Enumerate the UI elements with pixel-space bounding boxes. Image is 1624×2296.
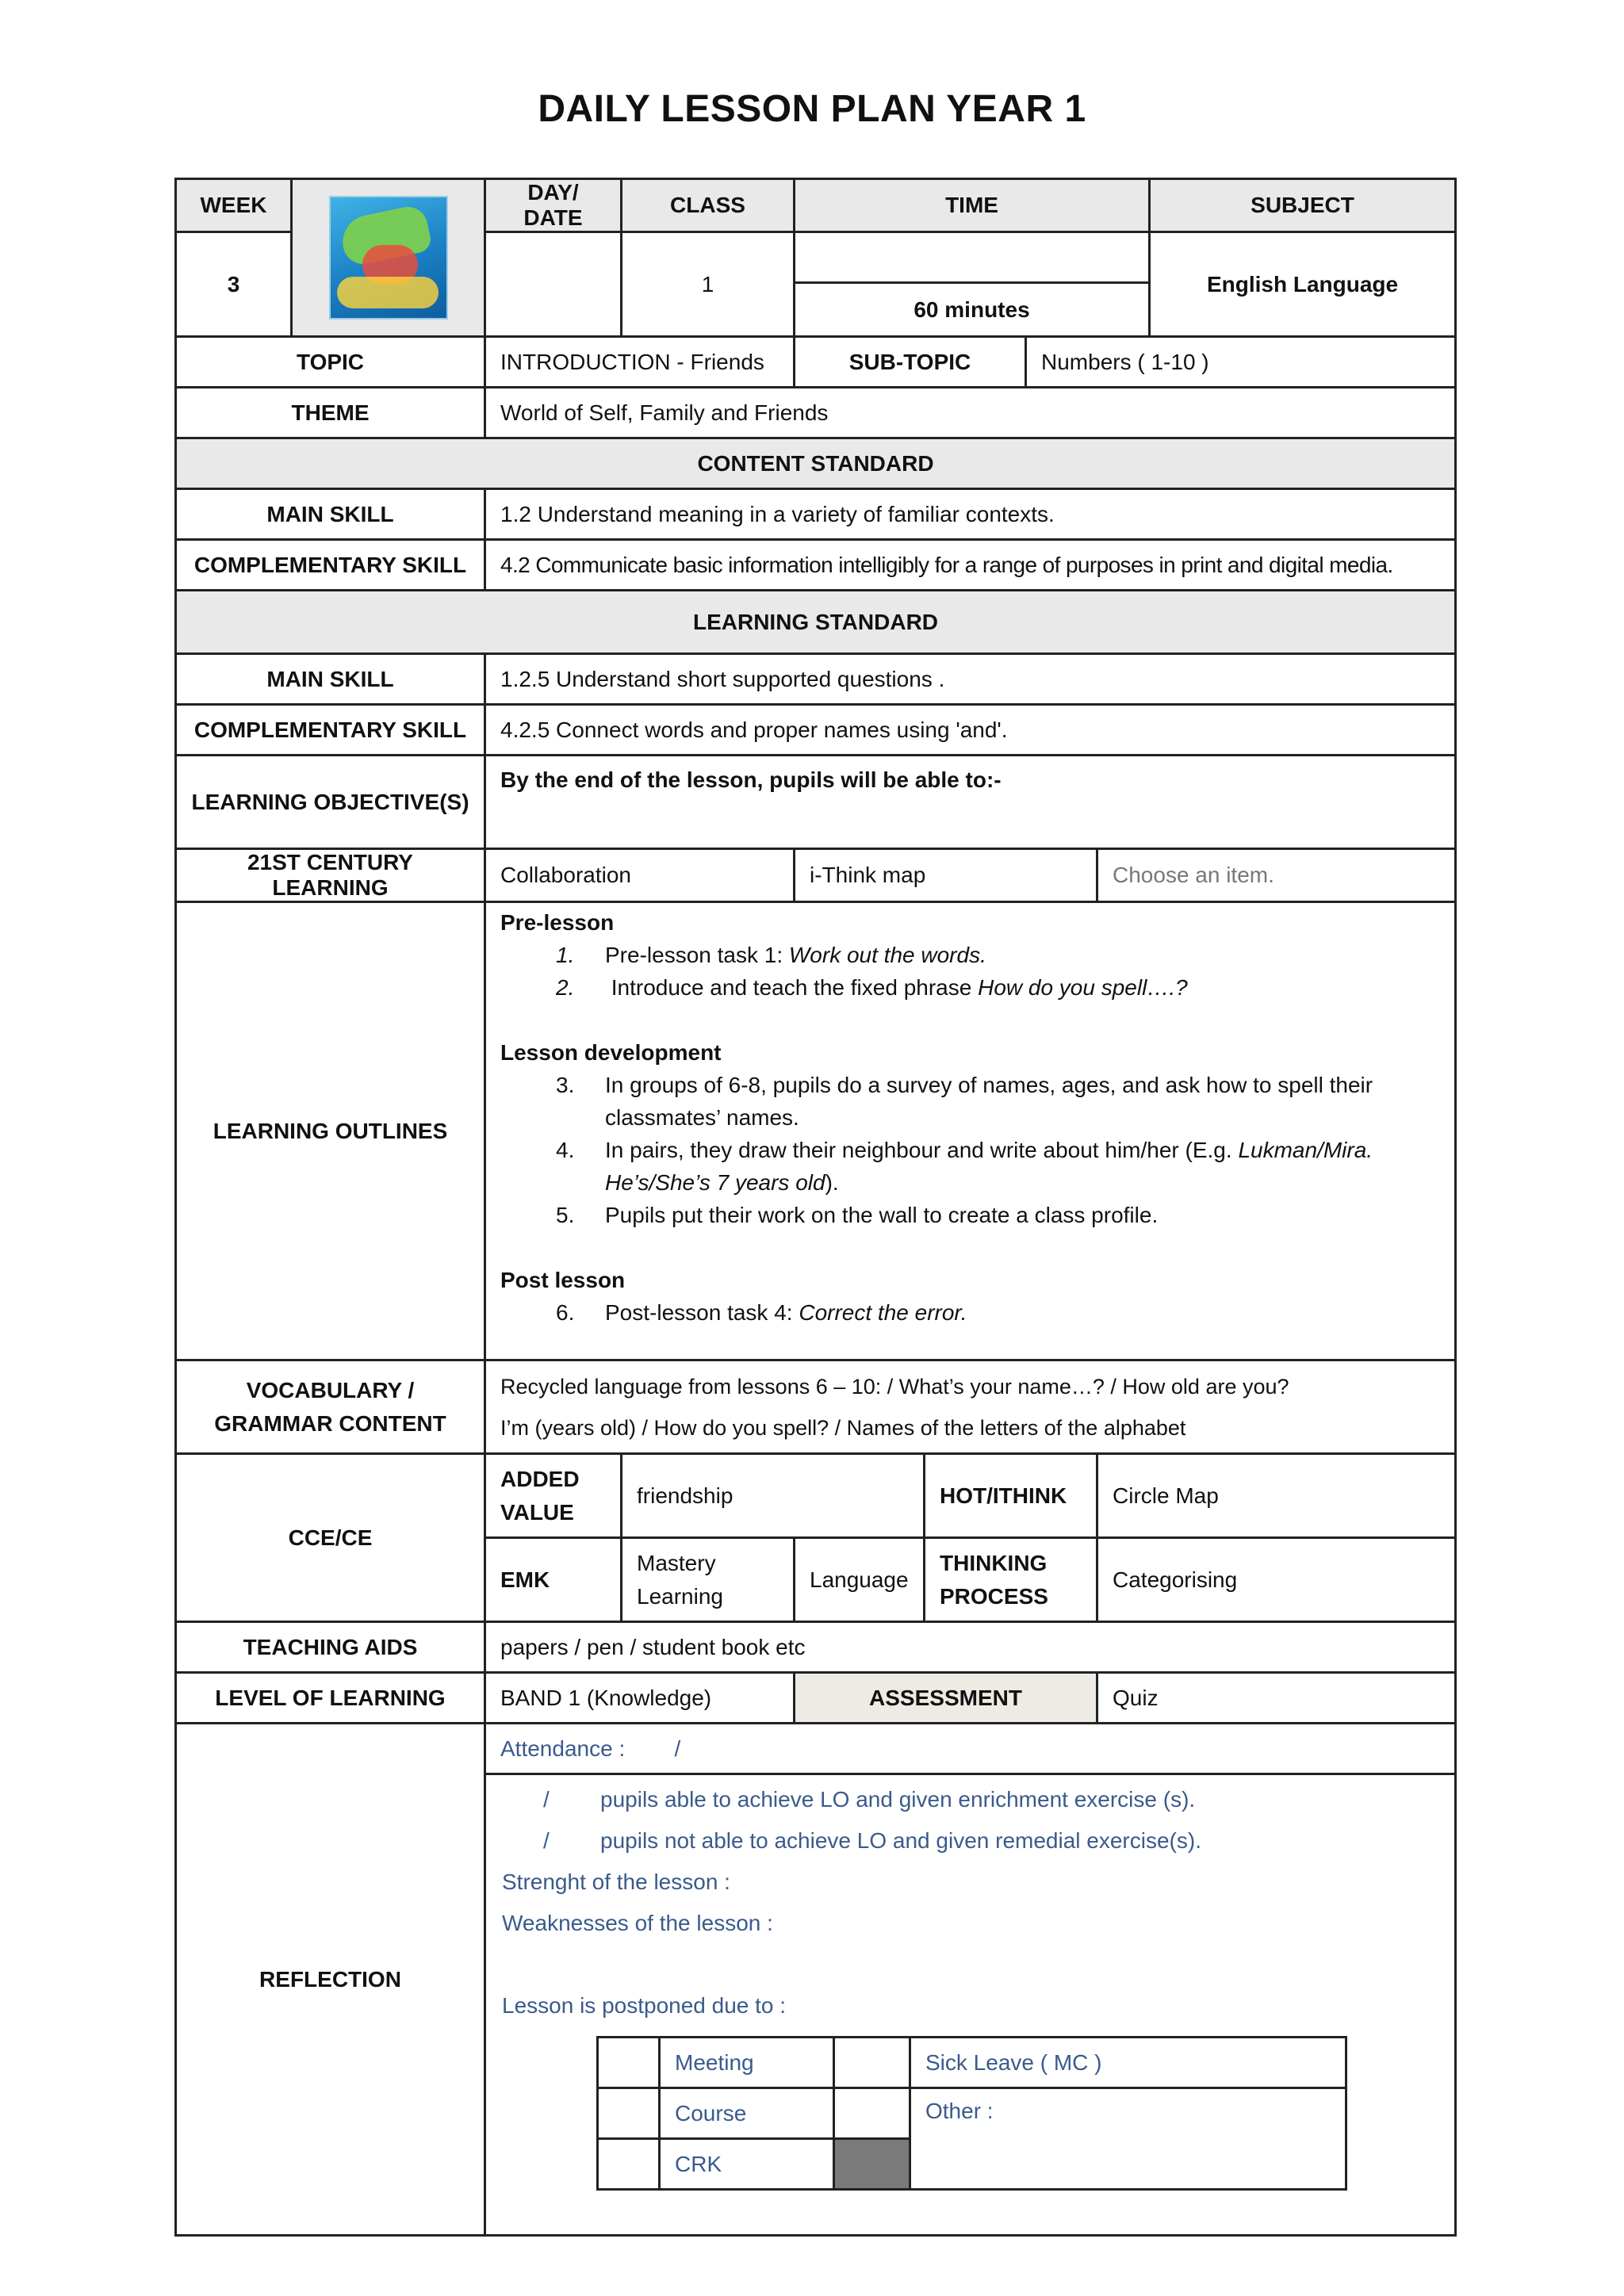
step-italic: Correct the error.: [799, 1300, 967, 1325]
subtopic-value[interactable]: Numbers ( 1-10 ): [1026, 337, 1456, 388]
thinking-process-label: [925, 1538, 1097, 1622]
century-choose-item[interactable]: Choose an item.: [1097, 849, 1456, 902]
meeting-checkbox[interactable]: [598, 2038, 660, 2088]
emk-value-2[interactable]: Language: [795, 1538, 925, 1622]
emk-label: EMK: [485, 1538, 622, 1622]
ls-main-skill-value[interactable]: 1.2.5 Understand short supported questions .: [485, 654, 1456, 705]
week-value[interactable]: 3: [176, 232, 292, 337]
century-label: 21ST CENTURY LEARNING: [176, 849, 485, 902]
logo-cell: [292, 179, 485, 337]
emk-value-1-line1: Mastery: [637, 1550, 716, 1575]
date-value[interactable]: [485, 232, 622, 337]
step-text: Introduce and teach the fixed phrase: [605, 975, 979, 1000]
topic-label: TOPIC: [176, 337, 485, 388]
other-checkbox[interactable]: [834, 2088, 910, 2139]
outline-step: [500, 1134, 1440, 1199]
other-option[interactable]: Other :: [910, 2088, 1346, 2190]
course-checkbox[interactable]: [598, 2088, 660, 2139]
theme-value[interactable]: World of Self, Family and Friends: [485, 388, 1456, 438]
page-title: DAILY LESSON PLAN YEAR 1: [538, 88, 1086, 130]
lesson-development-heading: Lesson development: [500, 1040, 722, 1065]
added-value-label-line1: ADDED: [500, 1466, 580, 1491]
class-label: CLASS: [622, 179, 795, 232]
step-italic: Work out the words.: [788, 943, 986, 967]
theme-label: THEME: [176, 388, 485, 438]
enrichment-slash: /: [543, 1787, 550, 1812]
remedial-line[interactable]: pupils not able to achieve LO and given remedial exercise(s).: [600, 1828, 1201, 1853]
subject-label: SUBJECT: [1150, 179, 1456, 232]
reflection-label: REFLECTION: [176, 1724, 485, 2236]
emk-value-1-line2: Learning: [637, 1583, 723, 1609]
cce-label: CCE/CE: [176, 1454, 485, 1622]
step-italic: Lukman/Mira. He’s/She’s 7 years old: [605, 1138, 1373, 1195]
assessment-label: ASSESSMENT: [795, 1673, 1097, 1724]
lesson-plan-table: [174, 178, 1457, 2237]
added-value[interactable]: friendship: [622, 1454, 925, 1538]
cs-main-skill-value[interactable]: 1.2 Understand meaning in a variety of familiar contexts.: [485, 489, 1456, 540]
attendance-field[interactable]: Attendance : /: [485, 1724, 1456, 1774]
weakness-line[interactable]: Weaknesses of the lesson :: [502, 1911, 773, 1935]
hot-ithink-label: HOT/ITHINK: [925, 1454, 1097, 1538]
cs-main-skill-label: MAIN SKILL: [176, 489, 485, 540]
time-value[interactable]: [795, 232, 1150, 283]
outlines-content[interactable]: [485, 902, 1456, 1360]
emk-value-1[interactable]: [622, 1538, 795, 1622]
class-value[interactable]: 1: [622, 232, 795, 337]
step-italic: How do you spell….?: [978, 975, 1188, 1000]
step-text: Pupils put their work on the wall to create a class profile.: [605, 1203, 1159, 1227]
subject-value[interactable]: English Language: [1150, 232, 1456, 337]
topic-value[interactable]: INTRODUCTION - Friends: [485, 337, 795, 388]
level-value[interactable]: BAND 1 (Knowledge): [485, 1673, 795, 1724]
added-value-label: [485, 1454, 622, 1538]
outline-step: [500, 1069, 1440, 1134]
ls-complementary-skill-value[interactable]: 4.2.5 Connect words and proper names using 'and'.: [485, 705, 1456, 756]
pre-lesson-heading: Pre-lesson: [500, 910, 615, 935]
cs-complementary-skill-value[interactable]: 4.2 Communicate basic information intelligibly for a range of purposes in print and digital media.: [485, 540, 1456, 591]
super-minds-book-cover-icon: [329, 196, 448, 320]
thinking-process-value[interactable]: Categorising: [1097, 1538, 1456, 1622]
added-value-label-line2: VALUE: [500, 1499, 574, 1525]
duration-value: 60 minutes: [795, 283, 1150, 337]
content-standard-heading: CONTENT STANDARD: [176, 438, 1456, 489]
vocab-label: [176, 1360, 485, 1454]
vocab-label-line2: GRAMMAR CONTENT: [214, 1410, 446, 1436]
postponed-line: Lesson is postponed due to :: [502, 1993, 787, 2018]
vocab-label-line1: VOCABULARY /: [246, 1377, 415, 1402]
vocab-content[interactable]: [485, 1360, 1456, 1454]
remedial-slash: /: [543, 1828, 550, 1853]
step-text: In groups of 6-8, pupils do a survey of names, ages, and ask how to spell their classmates’ names.: [605, 1073, 1373, 1130]
step-text-end: ).: [825, 1170, 839, 1195]
course-option: Course: [660, 2088, 834, 2139]
sick-leave-option: Sick Leave ( MC ): [910, 2038, 1346, 2088]
strength-line[interactable]: Strenght of the lesson :: [502, 1869, 730, 1894]
subtopic-label: SUB-TOPIC: [795, 337, 1026, 388]
step-number: 2.: [556, 975, 575, 1000]
century-ithink-map[interactable]: i-Think map: [795, 849, 1097, 902]
hot-ithink-value[interactable]: Circle Map: [1097, 1454, 1456, 1538]
time-label: TIME: [795, 179, 1150, 232]
week-label: WEEK: [176, 179, 292, 232]
post-lesson-heading: Post lesson: [500, 1268, 626, 1292]
objective-label: LEARNING OBJECTIVE(S): [176, 756, 485, 849]
learning-standard-heading: LEARNING STANDARD: [176, 591, 1456, 654]
step-number: 1.: [556, 943, 575, 967]
level-label: LEVEL OF LEARNING: [176, 1673, 485, 1724]
crk-checkbox[interactable]: [598, 2139, 660, 2190]
vocab-line1: Recycled language from lessons 6 – 10: / What’s your name…? / How old are you?: [500, 1374, 1289, 1399]
step-number: 4.: [556, 1138, 575, 1162]
step-text: Pre-lesson task 1:: [605, 943, 789, 967]
step-text: Post-lesson task 4:: [605, 1300, 799, 1325]
teaching-aids-label: TEACHING AIDS: [176, 1622, 485, 1673]
objective-value[interactable]: By the end of the lesson, pupils will be able to:-: [485, 756, 1456, 849]
step-number: 5.: [556, 1203, 575, 1227]
outline-step: [500, 1199, 1440, 1231]
ls-complementary-skill-label: COMPLEMENTARY SKILL: [176, 705, 485, 756]
thinking-process-label-line1: THINKING: [940, 1550, 1048, 1575]
outline-step: [500, 971, 1440, 1004]
assessment-value[interactable]: Quiz: [1097, 1673, 1456, 1724]
cs-complementary-skill-label: COMPLEMENTARY SKILL: [176, 540, 485, 591]
postponed-options-table: [596, 2036, 1347, 2191]
meeting-option: Meeting: [660, 2038, 834, 2088]
outlines-label: LEARNING OUTLINES: [176, 902, 485, 1360]
thinking-process-label-line2: PROCESS: [940, 1583, 1048, 1609]
outline-step: [500, 939, 1440, 971]
century-collaboration[interactable]: Collaboration: [485, 849, 795, 902]
ls-main-skill-label: MAIN SKILL: [176, 654, 485, 705]
teaching-aids-value[interactable]: papers / pen / student book etc: [485, 1622, 1456, 1673]
step-number: 3.: [556, 1073, 575, 1097]
disabled-cell: [834, 2139, 910, 2190]
enrichment-line[interactable]: pupils able to achieve LO and given enrichment exercise (s).: [600, 1787, 1196, 1812]
outline-step: [500, 1296, 1440, 1329]
sick-leave-checkbox[interactable]: [834, 2038, 910, 2088]
step-text: In pairs, they draw their neighbour and write about him/her (E.g.: [605, 1138, 1239, 1162]
crk-option: CRK: [660, 2139, 834, 2190]
vocab-line2: I’m (years old) / How do you spell? / Names of the letters of the alphabet: [500, 1415, 1186, 1440]
step-number: 6.: [556, 1300, 575, 1325]
date-label: DAY/ DATE: [485, 179, 622, 232]
